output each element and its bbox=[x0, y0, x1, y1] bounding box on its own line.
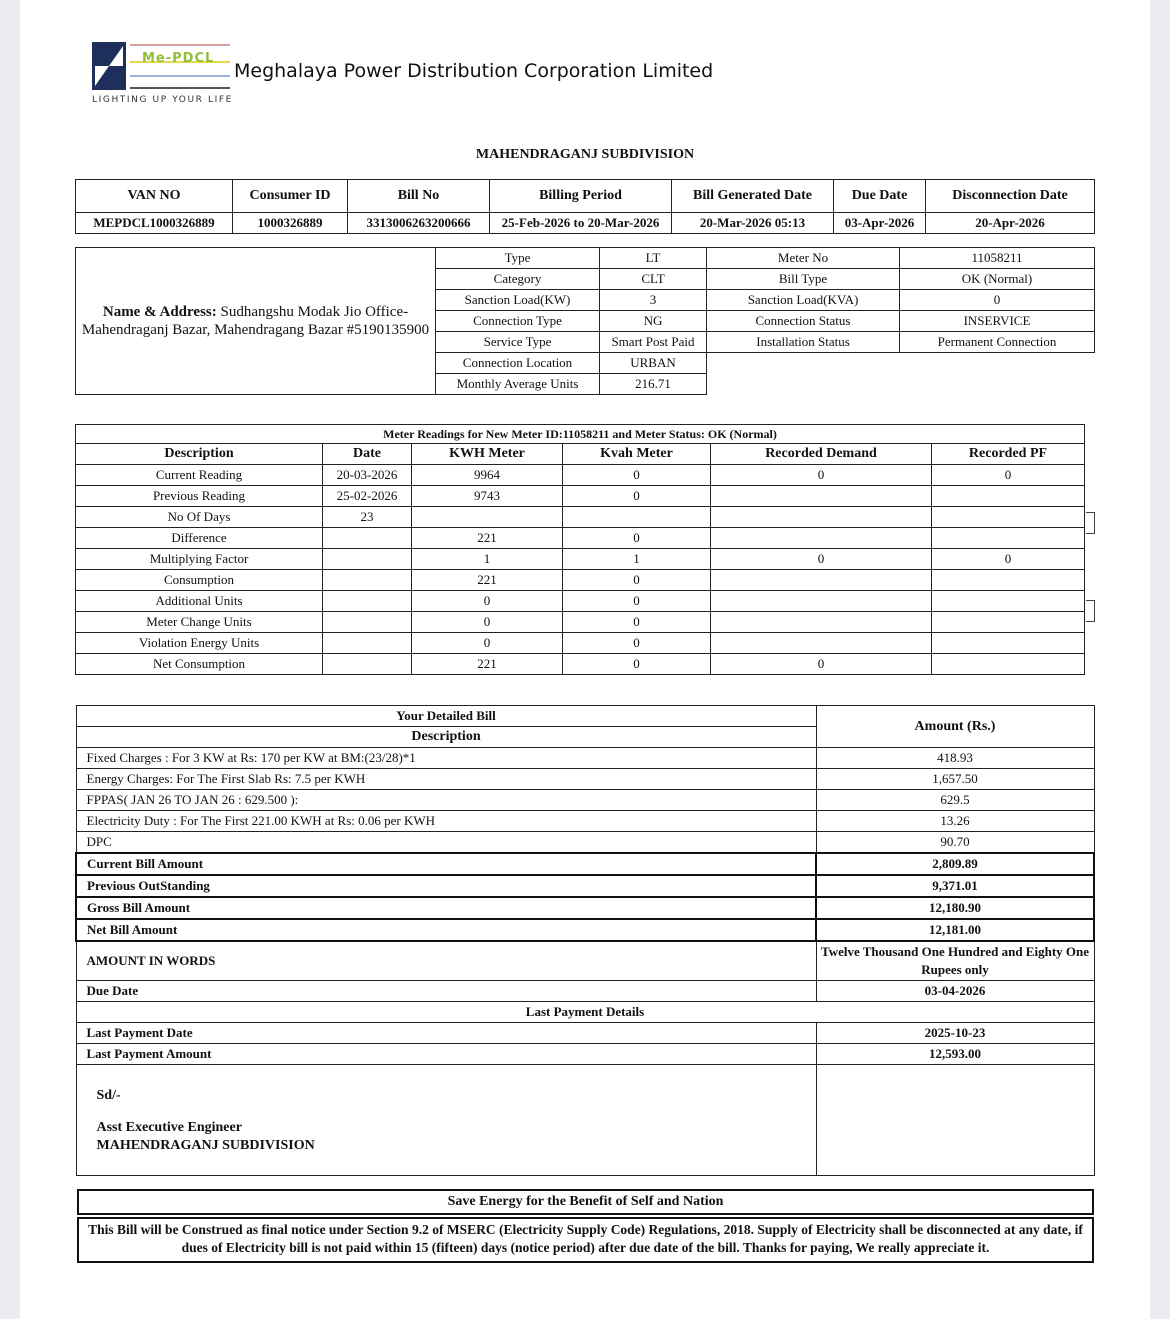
detail-label: Connection Type bbox=[436, 311, 600, 332]
cell bbox=[711, 633, 932, 654]
cell: 221 bbox=[412, 570, 563, 591]
charge-row bbox=[76, 790, 1094, 811]
cell: Meter Change Units bbox=[76, 612, 323, 633]
cell bbox=[932, 570, 1085, 591]
cell: 0 bbox=[412, 612, 563, 633]
logo-mark-icon bbox=[92, 42, 126, 90]
amount-in-words-value: Twelve Thousand One Hundred and Eighty One Rupees only bbox=[816, 941, 1094, 981]
detail-label: Bill Type bbox=[707, 269, 900, 290]
name-address-cell bbox=[76, 248, 436, 395]
table-row bbox=[76, 486, 1085, 507]
signature-block bbox=[76, 1065, 816, 1176]
charge-label: DPC bbox=[76, 832, 816, 854]
name-address-value: Sudhangshu Modak Jio Office-Mahendraganj Bazar, Mahendragang Bazar #5190135900 bbox=[81, 304, 430, 338]
meter-header-row bbox=[76, 444, 1085, 465]
charge-row bbox=[76, 748, 1094, 769]
amount-header: Amount (Rs.) bbox=[816, 706, 1094, 748]
previous-outstanding-label: Previous OutStanding bbox=[76, 875, 816, 897]
detail-label: Meter No bbox=[707, 248, 900, 269]
charge-row bbox=[76, 832, 1094, 854]
name-address-label: Name & Address: bbox=[102, 304, 217, 320]
bill-summary-header-row bbox=[76, 180, 1095, 213]
cell bbox=[412, 507, 563, 528]
header-kvah-meter: Kvah Meter bbox=[563, 444, 711, 465]
detail-value: CLT bbox=[600, 269, 707, 290]
cell: 23 bbox=[323, 507, 412, 528]
cell: 0 bbox=[711, 654, 932, 675]
header-consumer-id: Consumer ID bbox=[233, 180, 348, 213]
cell: 1 bbox=[563, 549, 711, 570]
detail-label: Monthly Average Units bbox=[436, 374, 600, 395]
last-payment-date-value: 2025-10-23 bbox=[816, 1023, 1094, 1044]
cell: 0 bbox=[932, 465, 1085, 486]
cell: Additional Units bbox=[76, 591, 323, 612]
cell bbox=[711, 528, 932, 549]
table-artifact bbox=[1086, 512, 1095, 534]
cell bbox=[932, 528, 1085, 549]
due-date-value: 03-04-2026 bbox=[816, 981, 1094, 1002]
cell: Net Consumption bbox=[76, 654, 323, 675]
detail-value: NG bbox=[600, 311, 707, 332]
table-row bbox=[76, 591, 1085, 612]
cell: Current Reading bbox=[76, 465, 323, 486]
last-payment-title: Last Payment Details bbox=[76, 1002, 1094, 1023]
cell bbox=[932, 507, 1085, 528]
cell: 1 bbox=[412, 549, 563, 570]
header-recorded-demand: Recorded Demand bbox=[711, 444, 932, 465]
detail-label: Sanction Load(KW) bbox=[436, 290, 600, 311]
cell bbox=[563, 507, 711, 528]
cell: 0 bbox=[932, 549, 1085, 570]
gross-bill-label: Gross Bill Amount bbox=[76, 897, 816, 919]
cell: Consumption bbox=[76, 570, 323, 591]
detail-value: 3 bbox=[600, 290, 707, 311]
header-bill-generated-date: Bill Generated Date bbox=[672, 180, 834, 213]
amount-in-words-label: AMOUNT IN WORDS bbox=[76, 941, 816, 981]
header-bill-no: Bill No bbox=[348, 180, 490, 213]
cell: 0 bbox=[563, 486, 711, 507]
cell bbox=[711, 507, 932, 528]
logo-lines bbox=[130, 42, 230, 90]
cell: Multiplying Factor bbox=[76, 549, 323, 570]
net-bill-amount: 12,181.00 bbox=[816, 919, 1094, 941]
last-payment-date-label: Last Payment Date bbox=[76, 1023, 816, 1044]
bill-page bbox=[20, 0, 1150, 1319]
cell: 0 bbox=[412, 591, 563, 612]
billing-period-value: 25-Feb-2026 to 20-Mar-2026 bbox=[490, 213, 672, 234]
last-payment-amount-label: Last Payment Amount bbox=[76, 1044, 816, 1065]
detail-value: Smart Post Paid bbox=[600, 332, 707, 353]
cell bbox=[932, 633, 1085, 654]
bill-summary-value-row bbox=[76, 213, 1095, 234]
charge-row bbox=[76, 769, 1094, 790]
cell: 0 bbox=[563, 528, 711, 549]
charge-amount: 418.93 bbox=[816, 748, 1094, 769]
logo-text: Me-PDCL bbox=[142, 51, 215, 66]
bill-no-value: 3313006263200666 bbox=[348, 213, 490, 234]
table-row bbox=[76, 654, 1085, 675]
charge-label: FPPAS( JAN 26 TO JAN 26 : 629.500 ): bbox=[76, 790, 816, 811]
company-name: Meghalaya Power Distribution Corporation Limited bbox=[234, 60, 714, 82]
save-energy-slogan: Save Energy for the Benefit of Self and Nation bbox=[77, 1189, 1094, 1215]
cell bbox=[323, 570, 412, 591]
cell: 0 bbox=[412, 633, 563, 654]
table-row bbox=[76, 633, 1085, 654]
header-disconnection-date: Disconnection Date bbox=[926, 180, 1095, 213]
charge-amount: 629.5 bbox=[816, 790, 1094, 811]
total-row bbox=[76, 875, 1094, 897]
total-row bbox=[76, 853, 1094, 875]
cell bbox=[932, 486, 1085, 507]
header-recorded-pf: Recorded PF bbox=[932, 444, 1085, 465]
table-row bbox=[76, 528, 1085, 549]
cell: 221 bbox=[412, 528, 563, 549]
description-header: Description bbox=[76, 727, 816, 748]
detail-label: Connection Location bbox=[436, 353, 600, 374]
detail-value: Permanent Connection bbox=[900, 332, 1095, 353]
charge-amount: 90.70 bbox=[816, 832, 1094, 854]
cell: Violation Energy Units bbox=[76, 633, 323, 654]
detail-label: Service Type bbox=[436, 332, 600, 353]
header-date: Date bbox=[323, 444, 412, 465]
van-no-value: MEPDCL1000326889 bbox=[76, 213, 233, 234]
total-row bbox=[76, 919, 1094, 941]
cell bbox=[323, 591, 412, 612]
table-row bbox=[76, 465, 1085, 486]
cell: No Of Days bbox=[76, 507, 323, 528]
total-row bbox=[76, 897, 1094, 919]
subdivision-title: MAHENDRAGANJ SUBDIVISION bbox=[475, 147, 695, 162]
signature-sd: Sd/- bbox=[96, 1088, 121, 1103]
cell bbox=[711, 612, 932, 633]
header-due-date: Due Date bbox=[834, 180, 926, 213]
detail-row bbox=[76, 248, 1095, 269]
cell: 9964 bbox=[412, 465, 563, 486]
charge-amount: 1,657.50 bbox=[816, 769, 1094, 790]
cell: 9743 bbox=[412, 486, 563, 507]
detailed-bill-title: Your Detailed Bill bbox=[76, 706, 816, 727]
due-date-label: Due Date bbox=[76, 981, 816, 1002]
detail-label: Installation Status bbox=[707, 332, 900, 353]
cell: 221 bbox=[412, 654, 563, 675]
cell: 0 bbox=[563, 633, 711, 654]
cell: 0 bbox=[563, 570, 711, 591]
last-payment-amount-value: 12,593.00 bbox=[816, 1044, 1094, 1065]
charge-label: Fixed Charges : For 3 KW at Rs: 170 per KW at BM:(23/28)*1 bbox=[76, 748, 816, 769]
cell bbox=[932, 654, 1085, 675]
signature-office: MAHENDRAGANJ SUBDIVISION bbox=[96, 1138, 315, 1153]
gross-bill-amount: 12,180.90 bbox=[816, 897, 1094, 919]
charge-label: Electricity Duty : For The First 221.00 KWH at Rs: 0.06 per KWH bbox=[76, 811, 816, 832]
charge-amount: 13.26 bbox=[816, 811, 1094, 832]
meter-readings-caption: Meter Readings for New Meter ID:11058211 and Meter Status: OK (Normal) bbox=[76, 425, 1085, 444]
cell: 20-03-2026 bbox=[323, 465, 412, 486]
detail-value: 0 bbox=[900, 290, 1095, 311]
cell bbox=[711, 486, 932, 507]
table-row bbox=[76, 507, 1085, 528]
cell: 0 bbox=[711, 549, 932, 570]
header-kwh-meter: KWH Meter bbox=[412, 444, 563, 465]
table-row bbox=[76, 612, 1085, 633]
tagline: LIGHTING UP YOUR LIFE bbox=[92, 95, 233, 105]
header-van-no: VAN NO bbox=[76, 180, 233, 213]
cell bbox=[711, 591, 932, 612]
cell: 25-02-2026 bbox=[323, 486, 412, 507]
charge-row bbox=[76, 811, 1094, 832]
detail-value: LT bbox=[600, 248, 707, 269]
previous-outstanding-amount: 9,371.01 bbox=[816, 875, 1094, 897]
detail-value: OK (Normal) bbox=[900, 269, 1095, 290]
cell bbox=[323, 654, 412, 675]
net-bill-label: Net Bill Amount bbox=[76, 919, 816, 941]
table-row bbox=[76, 549, 1085, 570]
cell bbox=[711, 570, 932, 591]
cell: 0 bbox=[711, 465, 932, 486]
cell bbox=[323, 612, 412, 633]
consumer-id-value: 1000326889 bbox=[233, 213, 348, 234]
disconnection-notice: This Bill will be Construed as final notice under Section 9.2 of MSERC (Electricity Supply Code) Regulations, 2018. Supply of Electricity shall be disconnected at any date, if dues of Electricity bill is not paid within 15 (fifteen) days (notice period) after due date of the bill. Thanks for paying, We really appreciate it. bbox=[77, 1217, 1094, 1263]
cell bbox=[323, 528, 412, 549]
detail-value: 216.71 bbox=[600, 374, 707, 395]
signature-designation: Asst Executive Engineer bbox=[96, 1120, 242, 1135]
cell: 0 bbox=[563, 465, 711, 486]
bill-summary-table bbox=[75, 179, 1095, 234]
cell bbox=[323, 633, 412, 654]
cell: Previous Reading bbox=[76, 486, 323, 507]
current-bill-label: Current Bill Amount bbox=[76, 853, 816, 875]
disconnection-date-value: 20-Apr-2026 bbox=[926, 213, 1095, 234]
cell: 0 bbox=[563, 654, 711, 675]
header-billing-period: Billing Period bbox=[490, 180, 672, 213]
charge-label: Energy Charges: For The First Slab Rs: 7.5 per KWH bbox=[76, 769, 816, 790]
detail-label: Type bbox=[436, 248, 600, 269]
meter-readings-table bbox=[75, 424, 1085, 675]
table-row bbox=[76, 570, 1085, 591]
cell bbox=[932, 612, 1085, 633]
detail-value: 11058211 bbox=[900, 248, 1095, 269]
detail-value: INSERVICE bbox=[900, 311, 1095, 332]
detail-label: Category bbox=[436, 269, 600, 290]
current-bill-amount: 2,809.89 bbox=[816, 853, 1094, 875]
bill-generated-date-value: 20-Mar-2026 05:13 bbox=[672, 213, 834, 234]
due-date-value: 03-Apr-2026 bbox=[834, 213, 926, 234]
mepdcl-logo bbox=[92, 42, 232, 94]
table-artifact bbox=[1086, 600, 1095, 622]
detail-label: Connection Status bbox=[707, 311, 900, 332]
cell bbox=[932, 591, 1085, 612]
consumer-details-table bbox=[75, 247, 1095, 395]
cell: 0 bbox=[563, 591, 711, 612]
cell: 0 bbox=[563, 612, 711, 633]
detailed-bill-table bbox=[75, 705, 1095, 1176]
detail-label: Sanction Load(KVA) bbox=[707, 290, 900, 311]
cell: Difference bbox=[76, 528, 323, 549]
header-description: Description bbox=[76, 444, 323, 465]
detail-value: URBAN bbox=[600, 353, 707, 374]
cell bbox=[323, 549, 412, 570]
